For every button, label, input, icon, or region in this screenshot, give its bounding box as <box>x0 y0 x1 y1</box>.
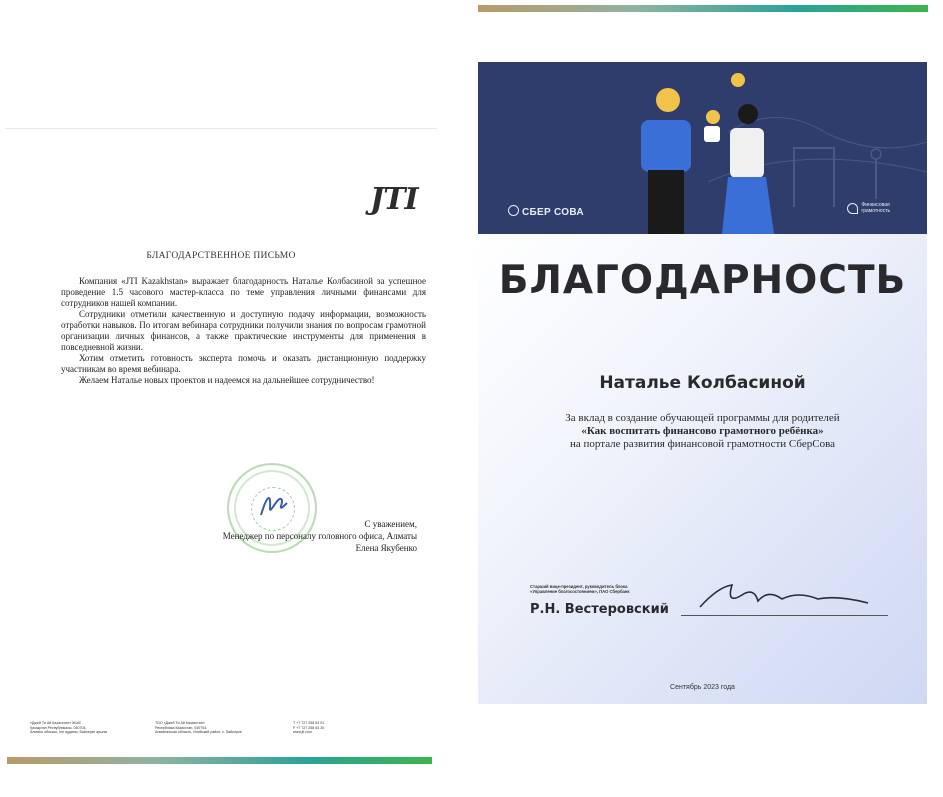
footer-line: Алматы облысы, Іле ауданы, Байсерке ауылы <box>30 730 108 735</box>
description-line: на портале развития финансовой грамотности СберСова <box>570 438 835 450</box>
program-title: «Как воспитать финансово грамотного ребёнка» <box>581 425 824 437</box>
financial-literacy-icon <box>847 203 858 214</box>
footer-line: F +7 727 258 63 30 <box>293 725 325 730</box>
footer-line: T +7 727 258 63 01 <box>293 721 325 725</box>
certificate-title: БЛАГОДАРНОСТЬ <box>498 258 907 303</box>
description-line: За вклад в создание обучающей программы для родителей <box>565 412 840 424</box>
signer-position-line: Старший вице-президент, руководитель блока <box>530 584 628 589</box>
letter-paragraph: Хотим отметить готовность эксперта помочь и оказать дистанционную поддержку участникам во время вебинара. <box>61 353 426 374</box>
footer-line: ТОО «Джей Ти Ай Казахстан» <box>155 721 205 725</box>
letter-closing <box>223 518 417 554</box>
scan-edge <box>5 128 437 129</box>
sber-logo-icon <box>508 205 519 216</box>
certificate-body-background <box>478 234 927 704</box>
letter-heading: БЛАГОДАРСТВЕННОЕ ПИСЬМО <box>146 251 296 261</box>
footer-address-kz <box>30 721 107 735</box>
footer-line: Алматинская область, Илийский район, с. Байсерке <box>155 730 242 735</box>
signer-name: Р.Н. Вестеровский <box>530 602 669 617</box>
jti-thank-you-letter <box>5 128 437 735</box>
letter-paragraph: Компания «JTI Kazakhstan» выражает благодарность Наталье Колбасиной за успешное проведение 1.5 часового мастер-класса по теме управления личными финансами для сотрудников нашей компании. <box>61 276 426 308</box>
certificate-header-illustration <box>478 62 927 234</box>
signer-position-line: «Управление благосостоянием», ПАО Сбербанк <box>530 589 630 594</box>
partner-logo-line: Финансовая <box>861 202 890 208</box>
letter-paragraph: Желаем Наталье новых проектов и надеемся на дальнейшее сотрудничество! <box>79 375 375 385</box>
signer-position <box>530 584 630 594</box>
sber-certificate <box>478 62 927 704</box>
certificate-date: Сентябрь 2023 года <box>670 684 735 691</box>
signer-signature <box>698 577 878 617</box>
footer-line: Қазақстан Республикасы, 040704, <box>30 725 87 730</box>
footer-contacts <box>293 721 324 735</box>
top-gradient-strip <box>478 5 928 12</box>
financial-literacy-logo <box>847 202 890 214</box>
partner-logo-line: грамотность <box>861 208 891 214</box>
footer-line: www.jti.com <box>293 730 312 735</box>
footer-line: «Джей Ти Ай Казахстан» ЖШС <box>30 721 82 725</box>
closing-line: Елена Якубенко <box>355 543 417 553</box>
recipient-name: Наталье Колбасиной <box>599 373 806 393</box>
sber-sova-logo <box>508 205 584 218</box>
letter-paragraph: Сотрудники отметили качественную и доступную подачу информации, возможность отработки навыков. По итогам вебинара сотрудники получили знания по вопросам грамотной организации личных финансов, а также практические инструменты для применения в повседневной жизни. <box>61 309 426 352</box>
closing-line: Менеджер по персоналу головного офиса, Алматы <box>222 531 417 541</box>
footer-line: Республика Казахстан, 040704, <box>155 725 208 730</box>
certificate-description <box>478 412 927 451</box>
jti-logo: JTI <box>370 182 418 217</box>
brand-text: СБЕР СОВА <box>522 207 584 218</box>
closing-line: С уважением, <box>364 519 417 529</box>
footer-address-ru <box>155 721 242 735</box>
bottom-gradient-strip <box>7 757 432 764</box>
letter-body <box>61 276 426 386</box>
